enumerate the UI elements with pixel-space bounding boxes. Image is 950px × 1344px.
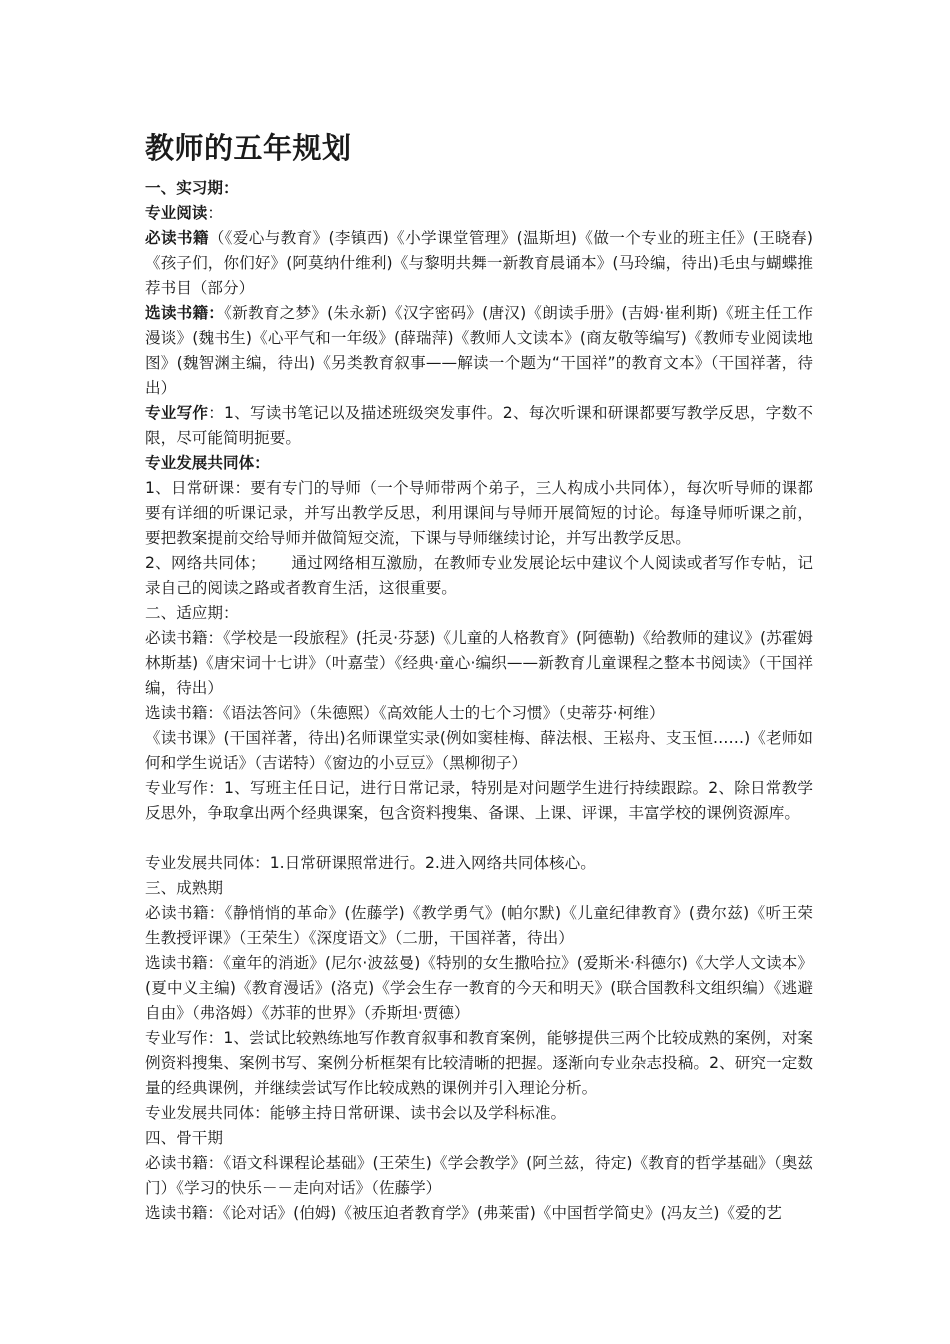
adaptation-optional-reading-2: 《读书课》(干国祥著，待出)名师课堂实录(例如窦桂梅、薛法根、王崧舟、支玉恒……)《老师如何和学生说话》（吉诺特）《窗边的小豆豆》（黑柳彻子） [145, 729, 813, 772]
page-title: 教师的五年规划 [145, 131, 352, 165]
optional-reading-label: 选读书籍： [145, 304, 225, 322]
section-heading-backbone: 四、骨干期 [145, 1129, 223, 1147]
optional-reading-paragraph [145, 301, 813, 401]
required-reading-text: （《爱心与教育》(李镇西)《小学课堂管理》(温斯坦)《做一个专业的班主任》(王晓春)《孩子们，你们好》(阿莫纳什维利)《与黎明共舞一新教育晨诵本》(马玲编，待出)毛虫与蝴蝶推荐书目（部分） [145, 229, 813, 297]
paragraph-gap [145, 826, 813, 851]
mature-required-reading: 必读书籍：《静悄悄的革命》(佐藤学)《教学勇气》(帕尔默)《儿童纪律教育》(费尔兹)《听王荣生教授评课》（王荣生）《深度语文》（二册，干国祥著，待出） [145, 904, 813, 947]
document-page [145, 128, 813, 1226]
professional-writing-paragraph [145, 401, 813, 451]
section-heading-mature: 三、成熟期 [145, 879, 223, 897]
community-item-2: 2、网络共同体； 通过网络相互激励，在教师专业发展论坛中建议个人阅读或者写作专帖，记录自己的阅读之路或者教育生活，这很重要。 [145, 554, 813, 597]
required-reading-label: 必读书籍 [145, 229, 209, 247]
mature-community: 专业发展共同体：能够主持日常研课、读书会以及学科标准。 [145, 1104, 567, 1122]
adaptation-writing: 专业写作：1、写班主任日记，进行日常记录，特别是对问题学生进行持续跟踪。2、除日常教学反思外，争取拿出两个经典课案，包含资料搜集、备课、上课、评课，丰富学校的课例资源库。 [145, 779, 813, 822]
required-reading-paragraph [145, 226, 813, 301]
professional-writing-label: 专业写作 [145, 404, 209, 422]
section-heading-adaptation: 二、适应期： [145, 604, 239, 622]
mature-writing: 专业写作：1、尝试比较熟练地写作教育叙事和教育案例，能够提供三两个比较成熟的案例，对案例资料搜集、案例书写、案例分析框架有比较清晰的把握。逐渐向专业杂志投稿。2、研究一定数量的经典课例，并继续尝试写作比较成熟的课例并引入理论分析。 [145, 1029, 813, 1097]
adaptation-required-reading: 必读书籍：《学校是一段旅程》(托灵·芬瑟)《儿童的人格教育》(阿德勒)《给教师的建议》(苏霍姆林斯基)《唐宋词十七讲》（叶嘉莹）《经典·童心·编织——新教育儿童课程之整本书阅读》（干国祥编，待出） [145, 629, 813, 697]
backbone-optional-reading: 选读书籍：《论对话》(伯姆)《被压迫者教育学》(弗莱雷)《中国哲学简史》(冯友兰)《爱的艺 [145, 1204, 782, 1222]
professional-writing-text: ：1、写读书笔记以及描述班级突发事件。2、每次听课和研课都要写教学反思，字数不限，尽可能简明扼要。 [145, 404, 813, 447]
optional-reading-text: 《新教育之梦》(朱永新)《汉字密码》(唐汉)《朗读手册》(吉姆·崔利斯)《班主任工作漫谈》(魏书生)《心平气和一年级》(薛瑞萍)《教师人文读本》(商友敬等编写)《教师专业阅读地图》(魏智渊主编，待出)《另类教育叙事——解读一个题为“干国祥”的教育文本》（干国祥著，待出） [145, 304, 813, 397]
reading-label: 专业阅读 [145, 204, 208, 222]
adaptation-optional-reading-1: 选读书籍：《语法答问》（朱德熙）《高效能人士的七个习惯》（史蒂芬·柯维） [145, 704, 665, 722]
professional-reading-label [145, 201, 813, 226]
mature-optional-reading: 选读书籍：《童年的消逝》(尼尔·波兹曼)《特别的女生撒哈拉》(爱斯米·科德尔)《大学人文读本》(夏中义主编)《教育漫话》(洛克)《学会生存一教育的今天和明天》(联合国教科文组织编）《逃避自由》（弗洛姆）《苏菲的世界》（乔斯坦·贾德） [145, 954, 813, 1022]
reading-colon: ： [207, 204, 223, 222]
community-item-1: 1、日常研课：要有专门的导师（一个导师带两个弟子，三人构成小共同体），每次听导师的课都要有详细的听课记录，并写出教学反思，利用课间与导师开展简短的讨论。每逢导师听课之前，要把教案提前交给导师并做简短交流，下课与导师继续讨论，并写出教学反思。 [145, 479, 813, 547]
backbone-required-reading: 必读书籍：《语文科课程论基础》(王荣生)《学会教学》(阿兰兹，待定)《教育的哲学基础》（奥兹门）《学习的快乐－－走向对话》（佐藤学） [145, 1154, 813, 1197]
section-heading-internship: 一、实习期： [145, 179, 239, 197]
adaptation-community: 专业发展共同体：1.日常研课照常进行。2.进入网络共同体核心。 [145, 854, 596, 872]
community-heading: 专业发展共同体： [145, 454, 270, 472]
